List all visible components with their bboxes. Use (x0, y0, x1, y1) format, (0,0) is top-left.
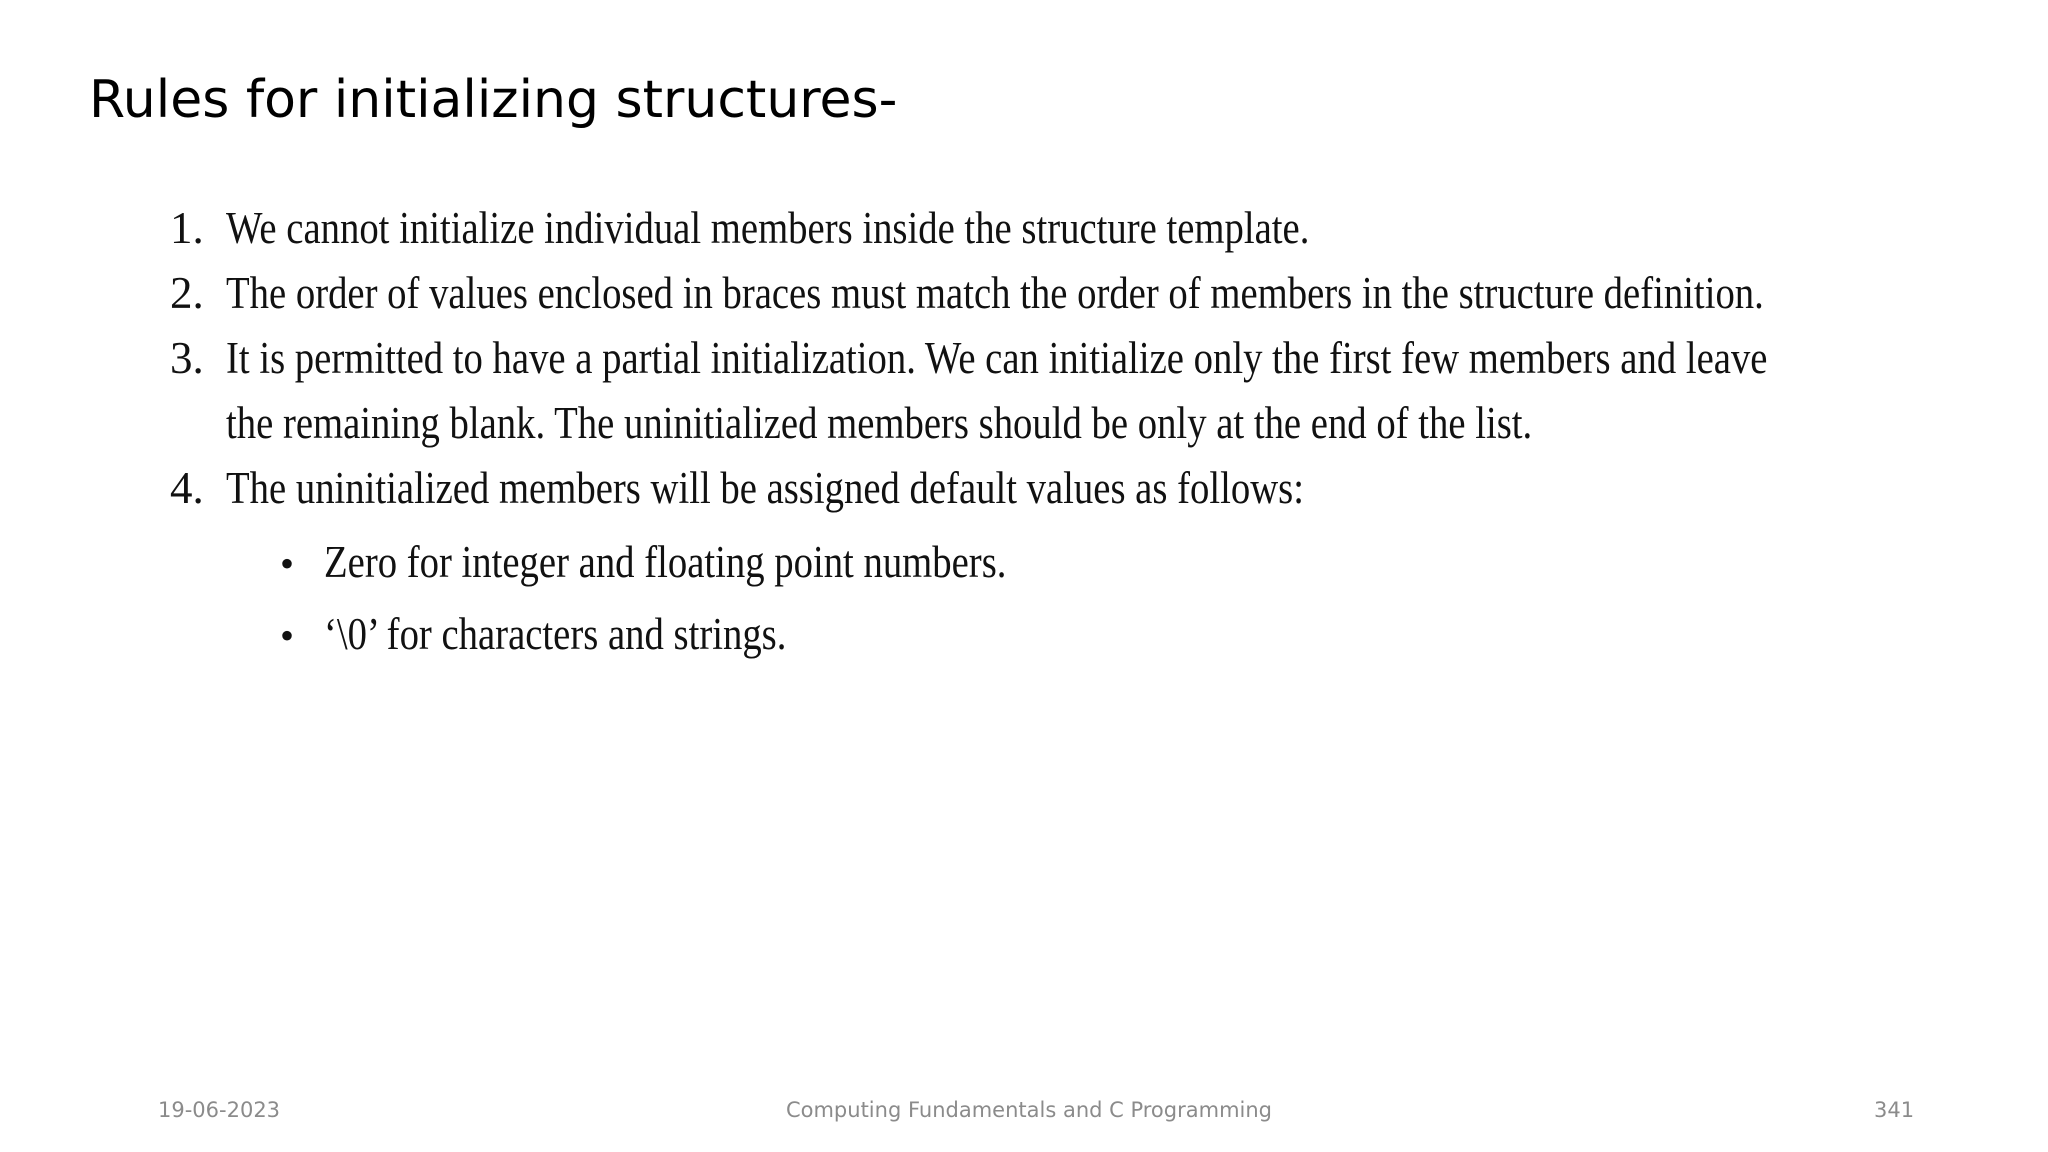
default-values-list (170, 527, 1930, 671)
footer-page-number: 341 (1874, 1098, 1915, 1122)
list-item (280, 599, 1930, 671)
rule-item (170, 261, 1930, 326)
bullet-icon: • (280, 541, 295, 586)
bullet-text: ‘\0’ for characters and strings. (324, 609, 787, 659)
rule-number: 3. (170, 333, 204, 383)
rule-number: 2. (170, 268, 204, 318)
rule-text: It is permitted to have a partial initialization. We can initialize only the first few members and leave (226, 333, 1768, 383)
rule-item (170, 456, 1930, 521)
rule-text: the remaining blank. The uninitialized members should be only at the end of the list. (226, 398, 1533, 448)
rule-text: The order of values enclosed in braces must match the order of members in the structure definition. (226, 268, 1764, 318)
rule-item (170, 326, 1930, 391)
footer-date: 19-06-2023 (158, 1098, 281, 1122)
rule-number: 4. (170, 463, 204, 513)
rule-item (170, 196, 1930, 261)
footer-course-title: Computing Fundamentals and C Programming (785, 1098, 1273, 1122)
rule-continuation (170, 391, 1930, 456)
rules-figure (170, 196, 1930, 671)
slide-title: Rules for initializing structures- (89, 70, 898, 130)
bullet-icon: • (280, 613, 295, 658)
rule-text: The uninitialized members will be assigned default values as follows: (226, 463, 1304, 513)
rule-text: We cannot initialize individual members inside the structure template. (226, 203, 1310, 253)
list-item (280, 527, 1930, 599)
rule-number: 1. (170, 203, 204, 253)
bullet-text: Zero for integer and floating point numbers. (324, 537, 1007, 587)
